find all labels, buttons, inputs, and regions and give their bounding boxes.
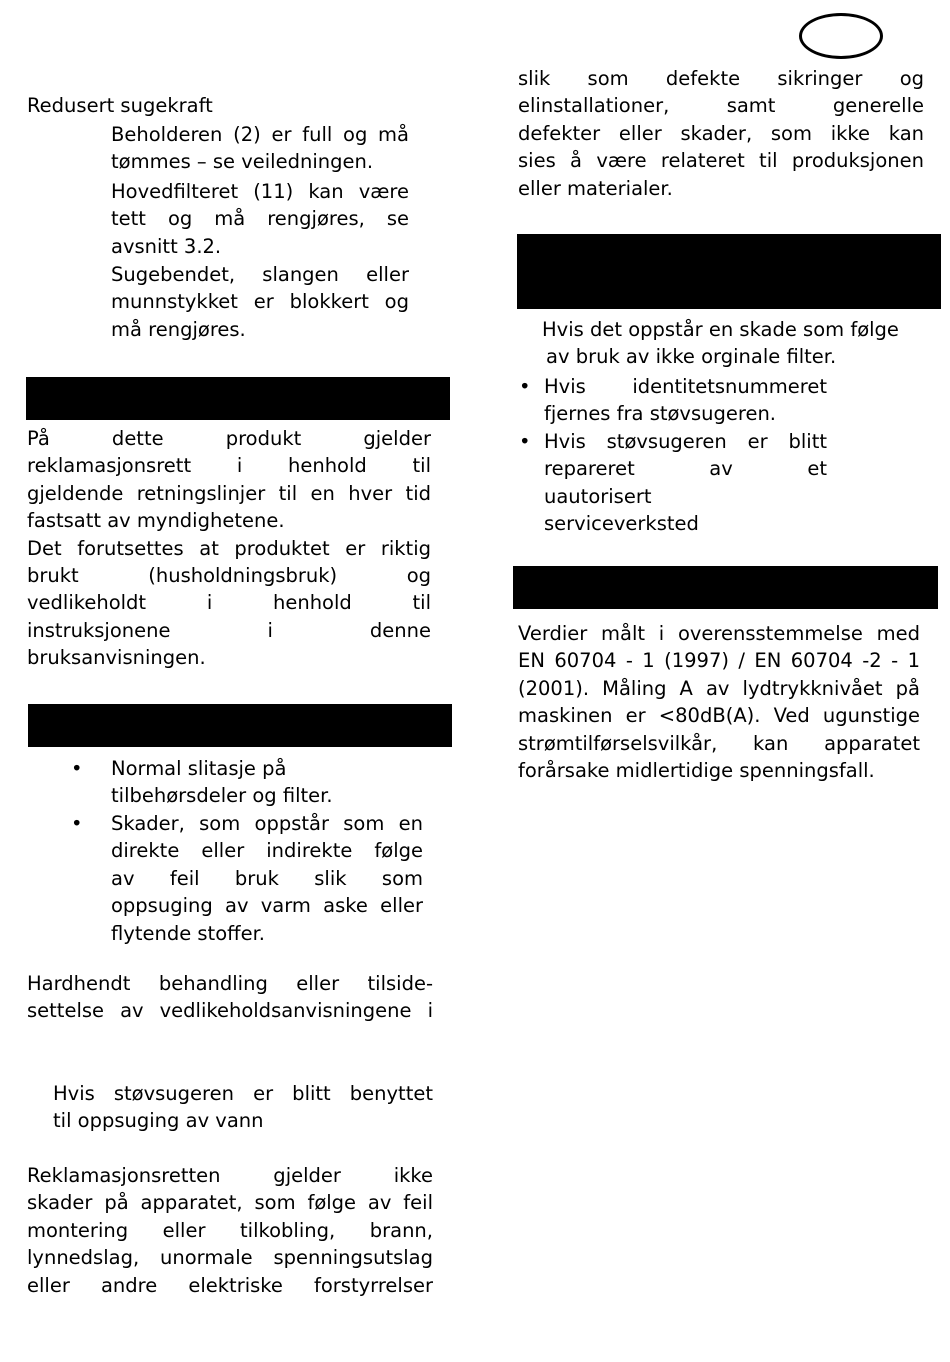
text-line: sies å være relateret til produksjonen (518, 149, 924, 173)
text-line: serviceverksted (544, 512, 699, 536)
section-header-bar-noise (513, 566, 938, 609)
text-line: Hardhendt behandling eller tilside- (27, 972, 433, 995)
text-line: skader på apparatet, som følge av feil (27, 1191, 433, 1215)
text-line: bruksanvisningen. (27, 646, 206, 670)
text-line: Beholderen (2) er full og må (111, 123, 409, 146)
exclusion-bullet: • (71, 812, 83, 835)
text-line: avsnitt 3.2. (111, 234, 222, 258)
text-line: Skader, som oppstår som en (111, 812, 423, 835)
text-line: Hvis det oppstår en skade som følge (542, 318, 899, 341)
text-line: av bruk av ikke orginale filter. (546, 345, 837, 369)
troubleshooting-heading: Redusert sugekraft (27, 94, 213, 117)
text-line: Normal slitasje på (111, 757, 287, 780)
text-line: montering eller tilkobling, brann, (27, 1218, 433, 1242)
text-line: må rengjøres. (111, 317, 246, 341)
water-use-paragraph (53, 1080, 433, 1135)
text-line: forårsake midlertidige spenningsfall. (518, 759, 875, 783)
text-line: slik som defekte sikringer og (518, 67, 924, 90)
text-line: Hvis støvsugeren er blitt (544, 430, 827, 453)
text-line: gjeldende retningslinjer til en hver tid (27, 481, 431, 505)
noise-paragraph (518, 620, 920, 784)
exclusion-bullet: • (71, 757, 83, 780)
warranty-paragraph (27, 425, 431, 672)
text-line: av feil bruk slik som (111, 866, 423, 890)
text-line: direkte eller indirekte følge (111, 839, 423, 863)
text-line: munnstykket er blokkert og (111, 290, 409, 314)
exclusion-item-misuse (111, 810, 423, 947)
text-line: instruksjonene i denne (27, 618, 431, 642)
text-line: elinstallationer, samt generelle (518, 94, 924, 118)
text-line: settelse av vedlikeholdsanvisningene i (27, 999, 433, 1023)
text-line: lynnedslag, unormale spenningsutslag (27, 1246, 433, 1270)
text-line: fastsatt av myndighetene. (27, 509, 285, 533)
text-line: Reklamasjonsretten gjelder ikke (27, 1164, 433, 1187)
claims-paragraph (27, 1162, 433, 1299)
text-line: tett og må rengjøres, se (111, 207, 409, 231)
text-line: EN 60704 - 1 (1997) / EN 60704 -2 - 1 (518, 649, 920, 673)
text-line: maskinen er <80dB(A). Ved ugunstige (518, 704, 920, 728)
filter-damage-paragraph (542, 316, 899, 371)
text-line: Sugebendet, slangen eller (111, 263, 409, 286)
text-line: Hvis støvsugeren er blitt benyttet (53, 1082, 433, 1105)
section-header-bar-void-conditions (517, 234, 941, 309)
text-line: fjernes fra støvsugeren. (544, 402, 777, 426)
text-line: På dette produkt gjelder (27, 427, 431, 450)
section-header-bar-warranty (26, 377, 450, 420)
continued-paragraph (518, 65, 924, 202)
rough-handling-paragraph (27, 970, 433, 1025)
text-line: til oppsuging av vann (53, 1109, 264, 1133)
text-line: Hvis identitetsnummeret (544, 375, 827, 398)
text-line: flytende stoffer. (111, 921, 265, 945)
cause-filter-clogged (111, 178, 409, 260)
text-line: oppsuging av varm aske eller (111, 894, 423, 918)
text-line: eller materialer. (518, 176, 673, 200)
text-line: repareret av et (544, 457, 827, 481)
text-line: reklamasjonsrett i henhold til (27, 454, 431, 478)
text-line: tømmes – se veiledningen. (111, 150, 374, 174)
text-line: tilbehørsdeler og filter. (111, 784, 333, 808)
text-line: Det forutsettes at produktet er riktig (27, 536, 431, 560)
text-line: vedlikeholdt i henhold til (27, 591, 431, 615)
text-line: strømtilførselsvilkår, kan apparatet (518, 731, 920, 755)
text-line: eller andre elektriske forstyrrelser (27, 1273, 433, 1297)
void-item-identity-number (544, 373, 827, 428)
language-badge-outline (799, 13, 883, 59)
text-line: uautorisert (544, 484, 652, 508)
text-line: (2001). Måling A av lydtrykknivået på (518, 676, 920, 700)
exclusion-item-wear (111, 755, 423, 810)
void-bullet: • (519, 430, 531, 453)
text-line: brukt (husholdningsbruk) og (27, 564, 431, 588)
section-header-bar-exclusions (28, 704, 452, 747)
cause-hose-blocked (111, 261, 409, 343)
void-item-unauthorized-repair (544, 428, 827, 538)
void-bullet: • (519, 375, 531, 398)
cause-container-full (111, 121, 409, 176)
text-line: Verdier målt i overensstemmelse med (518, 622, 920, 645)
text-line: defekter eller skader, som ikke kan (518, 121, 924, 145)
text-line: Hovedfilteret (11) kan være (111, 180, 409, 203)
